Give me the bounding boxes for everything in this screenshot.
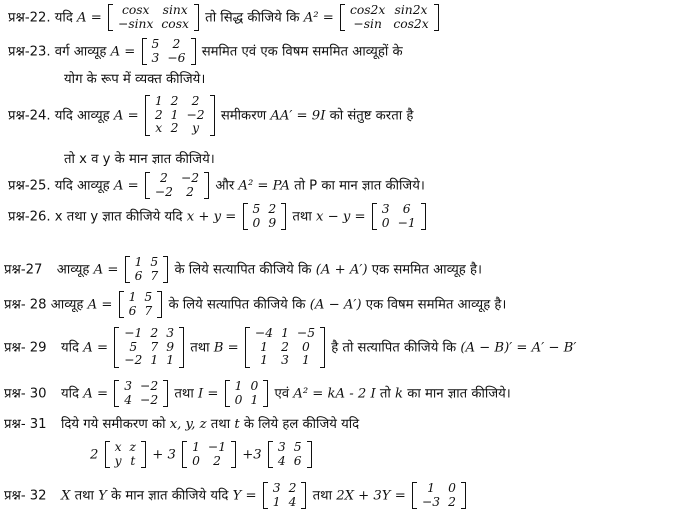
matrix-cell: −sin — [353, 16, 382, 31]
text: सममित एवं एक विषम सममित आव्यूहों के — [201, 44, 403, 60]
matrix-cell: 1 — [260, 339, 268, 354]
text: तथा — [174, 386, 194, 402]
matrix-cell: −2 — [140, 379, 159, 393]
matrix-cell: 6 — [134, 268, 143, 283]
text: यदि — [54, 10, 73, 26]
matrix-cell: 1 — [166, 353, 175, 368]
matrix-cell: 5 — [150, 255, 159, 269]
matrix-cell: 3 — [277, 440, 286, 454]
matrix-b — [245, 327, 325, 368]
math-text: A² = kA - 2 I — [293, 386, 376, 402]
matrix-cell: 2 — [150, 326, 159, 340]
matrix-a — [114, 327, 184, 368]
matrix-cell: sinx — [162, 3, 188, 17]
matrix-cell: 3 — [272, 481, 281, 495]
text: को संतुष्ट करता है — [329, 108, 414, 124]
math-text: A² = PA — [238, 178, 290, 194]
matrix-a — [145, 172, 209, 199]
matrix-cell: −2 — [186, 107, 205, 122]
matrix-cell: −sinx — [118, 16, 154, 31]
matrix-cell: sin2x — [394, 3, 428, 17]
matrix-cell: −2 — [180, 171, 200, 185]
matrix-cell: 0 — [234, 392, 243, 407]
matrix-a — [108, 4, 199, 31]
question-32 — [4, 482, 468, 509]
matrix-cell: 0 — [252, 215, 261, 230]
question-28 — [4, 291, 506, 318]
text: आव्यूह — [56, 262, 90, 278]
matrix-a — [145, 95, 215, 136]
math-text: A = — [87, 297, 113, 313]
matrix-sum — [243, 203, 287, 230]
matrix-y — [263, 482, 307, 509]
matrix-a-squared — [340, 4, 439, 31]
text: के मान ज्ञात कीजिये यदि — [111, 488, 229, 504]
matrix-cell: −5 — [296, 326, 316, 340]
question-number: प्रश्न-23. — [8, 44, 51, 60]
math-text: k — [395, 386, 404, 402]
matrix-cell: 0 — [192, 453, 200, 468]
matrix-difference — [372, 203, 426, 230]
text: यदि आव्यूह — [54, 178, 110, 194]
text: एवं — [274, 386, 290, 402]
question-number: प्रश्न- 31 — [4, 417, 47, 432]
matrix-cell: 7 — [144, 303, 153, 318]
matrix-cell: 5 — [129, 339, 138, 354]
matrix-cell: cosx — [161, 16, 189, 31]
matrix-cell: 2 — [154, 107, 163, 122]
math-text: +3 — [242, 447, 262, 463]
question-number: प्रश्न- 30 — [4, 386, 47, 402]
matrix-cell: 3 — [151, 50, 160, 65]
matrix-cell: −4 — [254, 326, 274, 340]
matrix-cell: 2 — [186, 184, 194, 199]
matrix-cell: 1 — [260, 353, 268, 368]
math-text: AA′ = 9I — [270, 108, 326, 124]
matrix-cell: 2 — [288, 481, 297, 495]
question-number: प्रश्न-22. — [8, 10, 51, 26]
math-text: (A + A′) — [315, 262, 368, 278]
matrix-identity — [225, 380, 269, 407]
matrix-cell: cos2x — [393, 16, 429, 31]
matrix-cell: 1 — [281, 326, 289, 340]
matrix-cell: 0 — [250, 379, 259, 393]
matrix-cell: −6 — [167, 50, 186, 65]
text: तो P का मान ज्ञात कीजिये। — [294, 178, 425, 194]
matrix-cell: cos2x — [349, 3, 386, 17]
math-text: A² = — [303, 10, 334, 26]
matrix-cell: 6 — [402, 202, 411, 216]
matrix-cell: 4 — [124, 392, 133, 407]
matrix-cell: 1 — [250, 392, 259, 407]
question-number: प्रश्न- 32 — [4, 488, 47, 504]
matrix-cell: 2 — [448, 494, 456, 509]
math-text: Y = — [232, 488, 257, 504]
question-25 — [8, 172, 425, 199]
question-31-equation — [90, 441, 314, 468]
text: एक सममित आव्यूह है। — [371, 262, 482, 278]
math-text: A = — [110, 44, 136, 60]
matrix-cell: z — [129, 440, 137, 454]
math-text: Y — [98, 488, 107, 504]
matrix-cell: 9 — [268, 215, 277, 230]
matrix-cell: 3 — [124, 379, 133, 393]
matrix-result — [412, 482, 466, 509]
math-text: A = — [83, 386, 109, 402]
matrix-cell: 1 — [154, 94, 163, 108]
matrix-cell: 0 — [302, 339, 310, 354]
question-29 — [4, 327, 576, 368]
question-30 — [4, 380, 511, 407]
matrix-cell: 2 — [160, 171, 168, 185]
question-23 — [8, 38, 403, 65]
matrix-cell: 0 — [448, 481, 456, 495]
text: तो x व y के मान ज्ञात कीजिये। — [64, 152, 215, 167]
text: आव्यूह — [50, 297, 84, 313]
text: का मान ज्ञात कीजिये। — [407, 386, 511, 402]
text: तथा — [312, 488, 332, 504]
text: यदि — [60, 386, 80, 402]
matrix-cell: y — [114, 453, 122, 468]
matrix-a — [125, 256, 169, 283]
math-text: x + y = — [186, 209, 237, 225]
matrix-cell: 2 — [170, 121, 179, 136]
matrix-cell: 1 — [302, 353, 310, 368]
math-text: 2X + 3Y = — [336, 488, 406, 504]
math-text: A = — [83, 340, 109, 356]
text: यदि आव्यूह — [54, 108, 110, 124]
question-number: प्रश्न-25. — [8, 178, 51, 194]
matrix-cell: 5 — [252, 202, 261, 216]
matrix-cell: 1 — [427, 481, 435, 495]
question-number: प्रश्न-27 — [4, 262, 43, 278]
matrix-cell: x — [114, 440, 122, 454]
question-26 — [8, 203, 428, 230]
matrix-unknown — [105, 441, 146, 468]
text: तथा — [210, 417, 231, 432]
matrix-cell: 7 — [150, 339, 159, 354]
math-text: A = — [93, 262, 119, 278]
matrix-cell: 7 — [150, 268, 159, 283]
math-text: A = — [113, 178, 139, 194]
text: समीकरण — [220, 108, 267, 124]
matrix-cell: 2 — [268, 202, 277, 216]
matrix-cell: 4 — [288, 494, 297, 509]
matrix-second — [182, 441, 236, 468]
matrix-cell: −2 — [124, 353, 143, 368]
math-text: A = — [77, 10, 102, 26]
question-number: प्रश्न-26. — [8, 209, 51, 225]
math-text: B = — [213, 340, 239, 356]
text: तथा — [292, 209, 312, 225]
matrix-cell: 0 — [381, 215, 390, 230]
matrix-cell: 4 — [277, 453, 286, 468]
text: तो सिद्ध कीजिये कि — [205, 10, 300, 26]
matrix-third — [268, 441, 312, 468]
text: तथा — [190, 340, 210, 356]
math-text: A = — [113, 108, 139, 124]
matrix-cell: cosx — [121, 3, 150, 17]
matrix-cell: −3 — [421, 494, 441, 509]
matrix-cell: 1 — [134, 255, 143, 269]
math-text: (A − B)′ = A′ − B′ — [460, 340, 577, 356]
matrix-a — [119, 291, 163, 318]
text: तथा — [74, 488, 94, 504]
matrix-cell: −2 — [154, 184, 173, 199]
matrix-cell: 1 — [128, 290, 137, 304]
math-text: x, y, z — [169, 417, 207, 432]
matrix-cell: 1 — [234, 379, 243, 393]
matrix-cell: 2 — [281, 339, 289, 354]
matrix-cell: 2 — [191, 94, 200, 108]
question-number: प्रश्न- 29 — [4, 340, 47, 356]
matrix-cell: 5 — [144, 290, 153, 304]
text: वर्ग आव्यूह — [54, 44, 107, 60]
matrix-cell: −1 — [124, 326, 143, 340]
matrix-cell: x — [155, 121, 163, 136]
matrix-a — [114, 380, 168, 407]
text: दिये गये समीकरण को — [60, 417, 166, 432]
matrix-cell: 1 — [170, 107, 179, 122]
math-text: t — [234, 417, 240, 432]
matrix-cell: y — [192, 121, 200, 136]
text: तो — [379, 386, 391, 402]
matrix-cell: 1 — [150, 353, 159, 368]
math-text: I = — [197, 386, 219, 402]
question-24 — [8, 95, 413, 136]
matrix-cell: 3 — [381, 202, 390, 216]
text: के लिये सत्यापित कीजिये कि — [168, 297, 306, 313]
matrix-cell: 5 — [293, 440, 302, 454]
question-24-cont — [64, 153, 215, 166]
text: एक विषम सममित आव्यूह है। — [365, 297, 507, 313]
text: और — [215, 178, 235, 194]
matrix-cell: 2 — [172, 37, 181, 51]
matrix-cell: 3 — [166, 326, 175, 340]
matrix-cell: −1 — [397, 215, 416, 230]
math-text: X — [60, 488, 71, 504]
text: x तथा y ज्ञात कीजिये यदि — [54, 209, 183, 225]
matrix-cell: −2 — [140, 392, 159, 407]
matrix-cell: 1 — [192, 440, 200, 454]
matrix-cell: 6 — [128, 303, 137, 318]
matrix-cell: 9 — [166, 339, 175, 354]
question-31 — [4, 418, 359, 431]
text: है तो सत्यापित कीजिये कि — [331, 340, 457, 356]
matrix-cell: 6 — [293, 453, 302, 468]
matrix-cell: 2 — [213, 453, 221, 468]
question-22 — [8, 4, 441, 31]
matrix-a — [142, 38, 196, 65]
matrix-cell: −1 — [207, 440, 227, 454]
question-number: प्रश्न-24. — [8, 108, 51, 124]
question-27 — [4, 256, 482, 283]
matrix-cell: 3 — [281, 353, 289, 368]
math-text: + 3 — [152, 447, 176, 463]
matrix-cell: t — [130, 453, 136, 468]
math-text: 2 — [90, 447, 99, 463]
text: के लिये हल कीजिये यदि — [243, 417, 360, 432]
math-text: x − y = — [315, 209, 366, 225]
question-number: प्रश्न- 28 — [4, 297, 47, 313]
question-23-cont — [64, 73, 205, 86]
text: योग के रूप में व्यक्त कीजिये। — [64, 72, 206, 87]
matrix-cell: 5 — [151, 37, 160, 51]
math-text: (A − A′) — [309, 297, 362, 313]
text: के लिये सत्यापित कीजिये कि — [174, 262, 312, 278]
matrix-cell: 2 — [170, 94, 179, 108]
text: यदि — [60, 340, 80, 356]
matrix-cell: 1 — [272, 494, 281, 509]
